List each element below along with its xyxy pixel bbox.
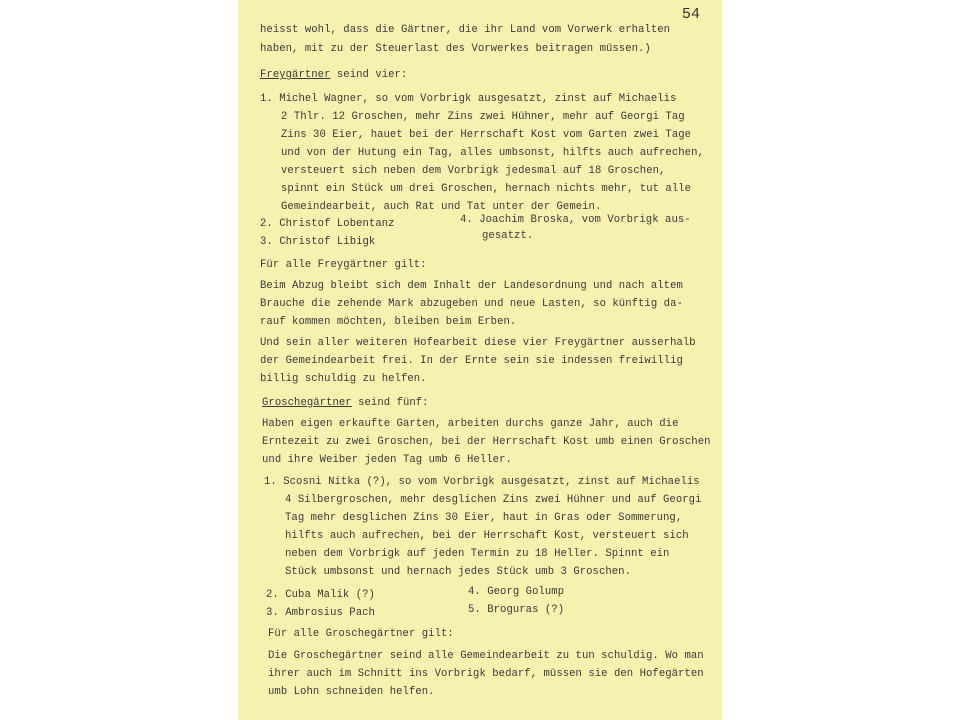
list-item-text: Stück umbsonst und hernach jedes Stück umb 3 Groschen.: [285, 566, 631, 578]
list-item-text: hilfts auch aufrechen, bei der Herrschaft Kost, versteuert sich: [285, 530, 689, 542]
text-line: haben, mit zu der Steuerlast des Vorwerkes beitragen müssen.): [260, 43, 651, 55]
list-item-text: 5. Broguras (?): [468, 604, 565, 616]
text-line: Erntezeit zu zwei Groschen, bei der Herrschaft Kost umb einen Groschen: [262, 436, 711, 448]
list-item-text: Gemeindearbeit, auch Rat und Tat unter der Gemein.: [281, 201, 602, 213]
text-line: Die Groschegärtner seind alle Gemeindearbeit zu tun schuldig. Wo man: [268, 650, 704, 662]
list-item-text: 3. Ambrosius Pach: [266, 607, 375, 619]
text-line: Brauche die zehende Mark abzugeben und neue Lasten, so künftig da-: [260, 298, 683, 310]
list-item-text: 1. Michel Wagner, so vom Vorbrigk ausgesatzt, zinst auf Michaelis: [260, 93, 677, 105]
text-line: ihrer auch im Schnitt ins Vorbrigk bedarf, müssen sie den Hofegärten: [268, 668, 704, 680]
section-heading-line: [262, 397, 429, 409]
list-item-text: gesatzt.: [482, 230, 534, 242]
text-line: der Gemeindearbeit frei. In der Ernte sein sie indessen freiwillig: [260, 355, 683, 367]
list-item-text: und von der Hutung ein Tag, alles umbsonst, hilfts auch aufrechen,: [281, 147, 704, 159]
section-heading-rest: seind fünf:: [351, 397, 429, 409]
text-line: Beim Abzug bleibt sich dem Inhalt der Landesordnung und nach altem: [260, 280, 683, 292]
list-item-text: 4 Silbergroschen, mehr desglichen Zins zwei Hühner und auf Georgi: [285, 494, 702, 506]
list-item-text: neben dem Vorbrigk auf jeden Termin zu 18 Heller. Spinnt ein: [285, 548, 670, 560]
text-line: Für alle Groschegärtner gilt:: [268, 628, 454, 640]
section-heading-rest: seind vier:: [330, 69, 408, 81]
list-item-text: Zins 30 Eier, hauet bei der Herrschaft Kost vom Garten zwei Tage: [281, 129, 692, 141]
list-item-text: 4. Joachim Broska, vom Vorbrigk aus-: [460, 214, 691, 226]
document-page: [238, 0, 722, 720]
page-number: 54: [681, 6, 700, 23]
text-line: und ihre Weiber jeden Tag umb 6 Heller.: [262, 454, 512, 466]
section-heading-line: [260, 69, 407, 81]
list-item-text: 4. Georg Golump: [468, 586, 565, 598]
section-heading-groschegaertner: Groschegärtner: [262, 397, 352, 409]
text-line: umb Lohn schneiden helfen.: [268, 686, 435, 698]
text-line: Und sein aller weiteren Hofearbeit diese vier Freygärtner ausserhalb: [260, 337, 696, 349]
section-heading-freygaertner: Freygärtner: [260, 69, 331, 81]
list-item-text: 3. Christof Libigk: [260, 236, 376, 248]
text-line: billig schuldig zu helfen.: [260, 373, 427, 385]
text-line: Haben eigen erkaufte Garten, arbeiten durchs ganze Jahr, auch die: [262, 418, 679, 430]
text-line: rauf kommen möchten, bleiben beim Erben.: [260, 316, 517, 328]
text-line: heisst wohl, dass die Gärtner, die ihr Land vom Vorwerk erhalten: [260, 24, 671, 36]
list-item-text: 1. Scosni Nitka (?), so vom Vorbrigk ausgesatzt, zinst auf Michaelis: [264, 476, 700, 488]
list-item-text: 2. Cuba Malik (?): [266, 589, 375, 601]
list-item-text: spinnt ein Stück um drei Groschen, hernach nichts mehr, tut alle: [281, 183, 692, 195]
list-item-text: 2 Thlr. 12 Groschen, mehr Zins zwei Hühner, mehr auf Georgi Tag: [281, 111, 685, 123]
list-item-text: versteuert sich neben dem Vorbrigk jedesmal auf 18 Groschen,: [281, 165, 666, 177]
text-line: Für alle Freygärtner gilt:: [260, 259, 427, 271]
list-item-text: Tag mehr desglichen Zins 30 Eier, haut in Gras oder Sommerung,: [285, 512, 683, 524]
list-item-text: 2. Christof Lobentanz: [260, 218, 395, 230]
